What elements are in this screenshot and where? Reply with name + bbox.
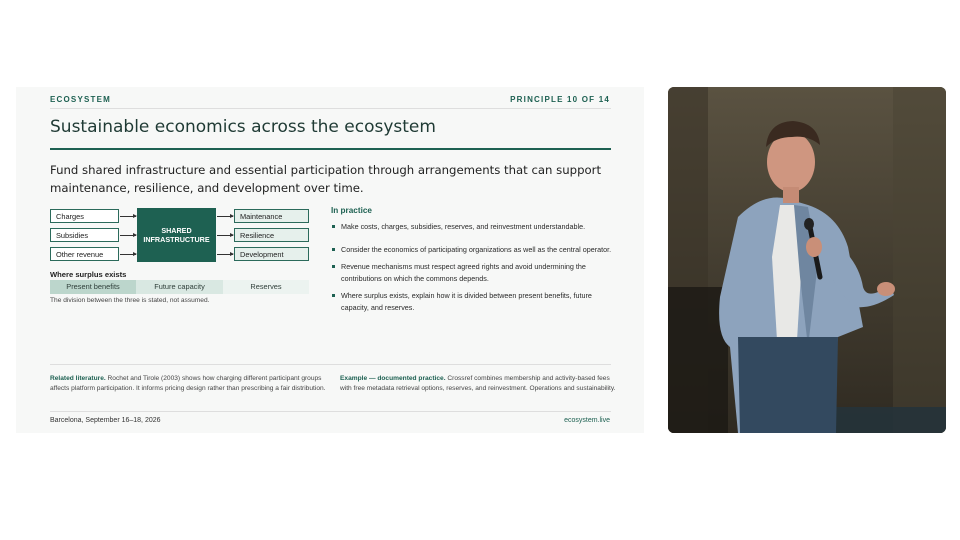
principle-counter: PRINCIPLE 10 OF 14 bbox=[510, 95, 610, 104]
input-box-other-revenue: Other revenue bbox=[50, 247, 119, 261]
section-label: ECOSYSTEM bbox=[50, 95, 112, 104]
list-item: Where surplus exists, explain how it is divided between present benefits, future capacity, and reserves. bbox=[331, 290, 621, 314]
arrow-icon bbox=[120, 254, 136, 255]
header-divider bbox=[50, 108, 611, 109]
speaker-photo bbox=[668, 87, 946, 433]
example-label: Example — documented practice. bbox=[340, 375, 446, 382]
segment-present-benefits: Present benefits bbox=[50, 280, 136, 294]
surplus-division-bar bbox=[50, 280, 309, 294]
shared-infrastructure-label: SHARED INFRASTRUCTURE bbox=[143, 226, 210, 244]
arrow-icon bbox=[120, 216, 136, 217]
segment-future-capacity: Future capacity bbox=[136, 280, 223, 294]
example-text: Crossref combines membership and activity-based fees with free metadata retrieval options, reserves, and reinvestment. Operations and sustainability. bbox=[340, 375, 616, 393]
slide-title: Sustainable economics across the ecosystem bbox=[50, 117, 436, 137]
arrow-icon bbox=[120, 235, 136, 236]
list-item: Make costs, charges, subsidies, reserves, and reinvestment understandable. bbox=[331, 221, 621, 233]
footer-date: Barcelona, September 16–18, 2026 bbox=[50, 417, 161, 424]
surplus-note: The division between the three is stated, not assumed. bbox=[50, 297, 210, 304]
segment-reserves: Reserves bbox=[223, 280, 309, 294]
footer-site: ecosystem.live bbox=[564, 417, 610, 424]
practice-heading: In practice bbox=[331, 206, 372, 215]
presentation-slide bbox=[16, 87, 644, 433]
lead-statement: Fund shared infrastructure and essential participation through arrangements that can support maintenance, resilience, and development over time. bbox=[50, 163, 602, 195]
output-box-maintenance: Maintenance bbox=[234, 209, 309, 223]
example-note bbox=[340, 374, 620, 394]
literature-text: Rochet and Tirole (2003) shows how charging different participant groups affects platform participation. It informs pricing design rather than prescribing a fair distribution. bbox=[50, 375, 326, 393]
speaker-video bbox=[668, 87, 946, 433]
footer-divider bbox=[50, 411, 611, 412]
arrow-icon bbox=[217, 235, 233, 236]
literature-label: Related literature. bbox=[50, 375, 106, 382]
surplus-heading: Where surplus exists bbox=[50, 270, 127, 279]
list-item: Revenue mechanisms must respect agreed rights and avoid undermining the contributions on which the commons depends. bbox=[331, 261, 621, 285]
arrow-icon bbox=[217, 254, 233, 255]
notes-divider bbox=[50, 364, 611, 365]
output-box-development: Development bbox=[234, 247, 309, 261]
title-underline bbox=[50, 148, 611, 150]
arrow-icon bbox=[217, 216, 233, 217]
related-literature-note bbox=[50, 374, 330, 394]
input-box-charges: Charges bbox=[50, 209, 119, 223]
output-box-resilience: Resilience bbox=[234, 228, 309, 242]
shared-infrastructure-box bbox=[137, 208, 216, 262]
practice-list bbox=[331, 221, 621, 319]
list-item: Consider the economics of participating organizations as well as the central operator. bbox=[331, 244, 621, 256]
input-box-subsidies: Subsidies bbox=[50, 228, 119, 242]
